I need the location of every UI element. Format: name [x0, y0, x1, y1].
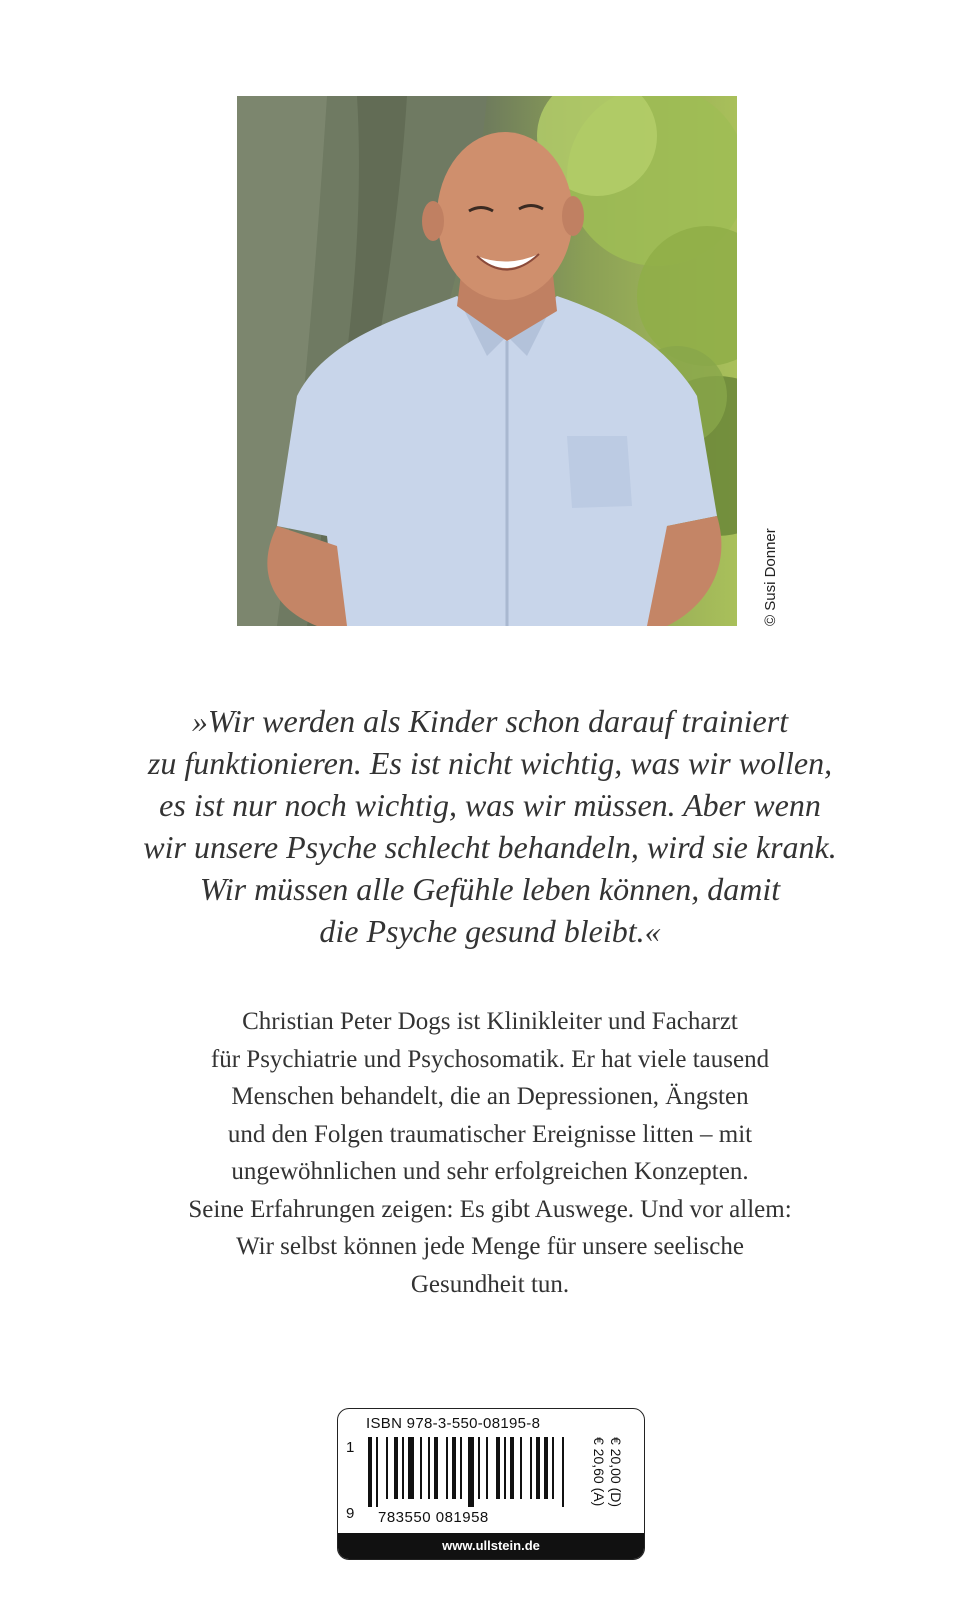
quote-line: Wir müssen alle Gefühle leben können, damit [199, 871, 781, 907]
bio-line: Christian Peter Dogs ist Klinikleiter und Facharzt [242, 1008, 738, 1035]
barcode-bar [376, 1437, 378, 1507]
price-austria: € 20,60 (A) [591, 1437, 607, 1507]
barcode-bar [510, 1437, 514, 1499]
quote-line: zu funktionieren. Es ist nicht wichtig, was wir wollen, [147, 745, 833, 781]
photo-credit: © Susi Donner [762, 528, 779, 626]
barcode-bar [446, 1437, 448, 1499]
barcode-bar [496, 1437, 500, 1499]
isbn-number: ISBN 978-3-550-08195-8 [366, 1415, 541, 1432]
bio-line: Gesundheit tun. [410, 1270, 570, 1298]
barcode-bar [386, 1437, 388, 1499]
barcode-bar [544, 1437, 548, 1499]
quote-line: »Wir werden als Kinder schon darauf trainiert [191, 703, 789, 739]
author-bio [110, 1003, 870, 1303]
author-portrait-illustration [237, 96, 737, 626]
barcode-bar [460, 1437, 462, 1499]
barcode-bar [452, 1437, 456, 1499]
barcode-bar [562, 1437, 564, 1507]
publisher-website[interactable]: www.ullstein.de [338, 1533, 644, 1559]
barcode-digit-last: 9 [346, 1505, 355, 1522]
price-germany: € 20,00 (D) [608, 1437, 624, 1508]
barcode-bar [552, 1437, 554, 1499]
barcode-bar [428, 1437, 430, 1499]
bio-line: ungewöhnlichen und sehr erfolgreichen Konzepten. [231, 1158, 749, 1185]
barcode-bar [530, 1437, 532, 1499]
bio-line: Wir selbst können jede Menge für unsere seelische [236, 1233, 744, 1260]
barcode-bar [420, 1437, 422, 1499]
barcode-digits: 783550 081958 [378, 1509, 489, 1526]
bio-line: und den Folgen traumatischer Ereignisse litten – mit [227, 1120, 753, 1148]
bio-line: für Psychiatrie und Psychosomatik. Er hat viele tausend [210, 1045, 770, 1073]
barcode-bar [434, 1437, 438, 1499]
author-quote [110, 700, 870, 952]
barcode-digit-first: 1 [346, 1439, 355, 1456]
barcode-bars [368, 1437, 600, 1507]
barcode-label [337, 1408, 645, 1560]
price-block [590, 1437, 624, 1507]
barcode-bar [478, 1437, 480, 1499]
author-photo [237, 96, 737, 626]
bio-line: Seine Erfahrungen zeigen: Es gibt Auswege. Und vor allem: [188, 1195, 792, 1223]
barcode-bar [468, 1437, 474, 1507]
barcode-bar [402, 1437, 404, 1499]
barcode-bar [486, 1437, 488, 1499]
quote-line: es ist nur noch wichtig, was wir müssen. Aber wenn [159, 787, 821, 823]
quote-line: die Psyche gesund bleibt.« [319, 913, 661, 949]
barcode-bar [394, 1437, 398, 1499]
barcode-bar [520, 1437, 522, 1499]
barcode-bar [408, 1437, 414, 1499]
quote-line: wir unsere Psyche schlecht behandeln, wird sie krank. [143, 829, 837, 865]
barcode-bar [504, 1437, 506, 1499]
barcode-bar [368, 1437, 372, 1507]
barcode-bar [536, 1437, 540, 1499]
bio-line: Menschen behandelt, die an Depressionen, Ängsten [231, 1083, 749, 1110]
